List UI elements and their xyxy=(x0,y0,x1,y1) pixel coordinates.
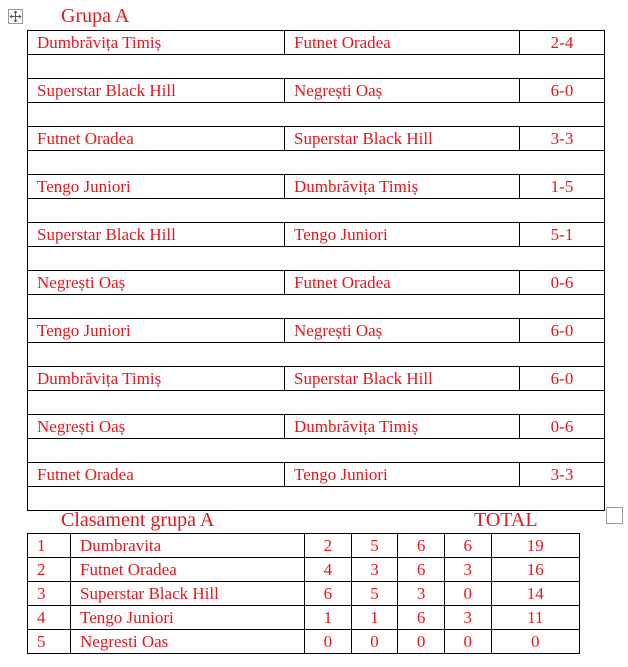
spacer-cell xyxy=(28,439,605,463)
standings-total: 14 xyxy=(491,582,579,606)
match-home-team: Tengo Juniori xyxy=(28,319,285,343)
standings-match-points: 1 xyxy=(351,606,398,630)
match-home-team: Dumbrăvița Timiș xyxy=(28,31,285,55)
match-row xyxy=(28,463,605,487)
match-score: 0-6 xyxy=(520,415,605,439)
match-home-team: Tengo Juniori xyxy=(28,175,285,199)
match-row xyxy=(28,79,605,103)
spacer-cell xyxy=(28,343,605,367)
standings-match-points: 3 xyxy=(351,558,398,582)
standings-match-points: 6 xyxy=(444,534,491,558)
match-row xyxy=(28,127,605,151)
match-away-team: Futnet Oradea xyxy=(285,271,520,295)
table-resize-handle-icon[interactable] xyxy=(606,507,623,524)
matches-table xyxy=(27,30,605,511)
spacer-cell xyxy=(28,103,605,127)
standings-match-points: 6 xyxy=(398,534,445,558)
spacer-row xyxy=(28,343,605,367)
match-away-team: Tengo Juniori xyxy=(285,463,520,487)
match-score: 3-3 xyxy=(520,127,605,151)
match-home-team: Futnet Oradea xyxy=(28,463,285,487)
standings-row xyxy=(28,534,580,558)
standings-team: Futnet Oradea xyxy=(71,558,305,582)
match-away-team: Dumbrăvița Timiș xyxy=(285,175,520,199)
standings-row xyxy=(28,558,580,582)
match-row xyxy=(28,319,605,343)
standings-row xyxy=(28,582,580,606)
spacer-row xyxy=(28,439,605,463)
match-score: 6-0 xyxy=(520,319,605,343)
match-away-team: Negrești Oaș xyxy=(285,319,520,343)
match-away-team: Futnet Oradea xyxy=(285,31,520,55)
standings-match-points: 5 xyxy=(351,534,398,558)
standings-match-points: 6 xyxy=(398,558,445,582)
standings-match-points: 3 xyxy=(444,606,491,630)
match-away-team: Superstar Black Hill xyxy=(285,127,520,151)
spacer-cell xyxy=(28,55,605,79)
match-home-team: Dumbrăvița Timiș xyxy=(28,367,285,391)
table-move-handle-icon[interactable] xyxy=(8,9,23,24)
standings-match-points: 3 xyxy=(398,582,445,606)
match-row xyxy=(28,271,605,295)
standings-match-points: 3 xyxy=(444,558,491,582)
standings-match-points: 2 xyxy=(305,534,352,558)
standings-total: 11 xyxy=(491,606,579,630)
spacer-cell xyxy=(28,487,605,511)
standings-position: 2 xyxy=(28,558,71,582)
standings-total: 0 xyxy=(491,630,579,654)
standings-match-points: 4 xyxy=(305,558,352,582)
standings-position: 4 xyxy=(28,606,71,630)
standings-position: 1 xyxy=(28,534,71,558)
standings-title: Clasament grupa A xyxy=(61,509,215,531)
standings-position: 5 xyxy=(28,630,71,654)
match-home-team: Negrești Oaș xyxy=(28,415,285,439)
match-score: 6-0 xyxy=(520,79,605,103)
group-title: Grupa A xyxy=(61,5,130,27)
spacer-row xyxy=(28,487,605,511)
total-label: TOTAL xyxy=(474,509,538,531)
match-home-team: Negrești Oaș xyxy=(28,271,285,295)
match-home-team: Superstar Black Hill xyxy=(28,79,285,103)
standings-match-points: 0 xyxy=(444,582,491,606)
spacer-row xyxy=(28,55,605,79)
standings-match-points: 1 xyxy=(305,606,352,630)
standings-row xyxy=(28,606,580,630)
match-away-team: Negrești Oaș xyxy=(285,79,520,103)
match-score: 2-4 xyxy=(520,31,605,55)
standings-team: Dumbravita xyxy=(71,534,305,558)
spacer-cell xyxy=(28,199,605,223)
match-away-team: Superstar Black Hill xyxy=(285,367,520,391)
match-home-team: Futnet Oradea xyxy=(28,127,285,151)
standings-table xyxy=(27,533,580,654)
standings-match-points: 0 xyxy=(351,630,398,654)
standings-total: 16 xyxy=(491,558,579,582)
standings-match-points: 0 xyxy=(444,630,491,654)
spacer-row xyxy=(28,151,605,175)
spacer-cell xyxy=(28,391,605,415)
spacer-row xyxy=(28,295,605,319)
match-score: 6-0 xyxy=(520,367,605,391)
match-score: 0-6 xyxy=(520,271,605,295)
match-away-team: Dumbrăvița Timiș xyxy=(285,415,520,439)
match-score: 5-1 xyxy=(520,223,605,247)
standings-match-points: 6 xyxy=(305,582,352,606)
match-row xyxy=(28,367,605,391)
standings-team: Superstar Black Hill xyxy=(71,582,305,606)
spacer-cell xyxy=(28,151,605,175)
standings-match-points: 0 xyxy=(398,630,445,654)
standings-team: Tengo Juniori xyxy=(71,606,305,630)
spacer-cell xyxy=(28,247,605,271)
match-score: 3-3 xyxy=(520,463,605,487)
standings-match-points: 0 xyxy=(305,630,352,654)
match-row xyxy=(28,31,605,55)
match-row xyxy=(28,175,605,199)
match-home-team: Superstar Black Hill xyxy=(28,223,285,247)
standings-match-points: 6 xyxy=(398,606,445,630)
standings-row xyxy=(28,630,580,654)
spacer-row xyxy=(28,391,605,415)
match-row xyxy=(28,415,605,439)
standings-total: 19 xyxy=(491,534,579,558)
standings-match-points: 5 xyxy=(351,582,398,606)
spacer-cell xyxy=(28,295,605,319)
spacer-row xyxy=(28,103,605,127)
match-row xyxy=(28,223,605,247)
spacer-row xyxy=(28,247,605,271)
match-away-team: Tengo Juniori xyxy=(285,223,520,247)
spacer-row xyxy=(28,199,605,223)
standings-team: Negresti Oas xyxy=(71,630,305,654)
standings-position: 3 xyxy=(28,582,71,606)
match-score: 1-5 xyxy=(520,175,605,199)
